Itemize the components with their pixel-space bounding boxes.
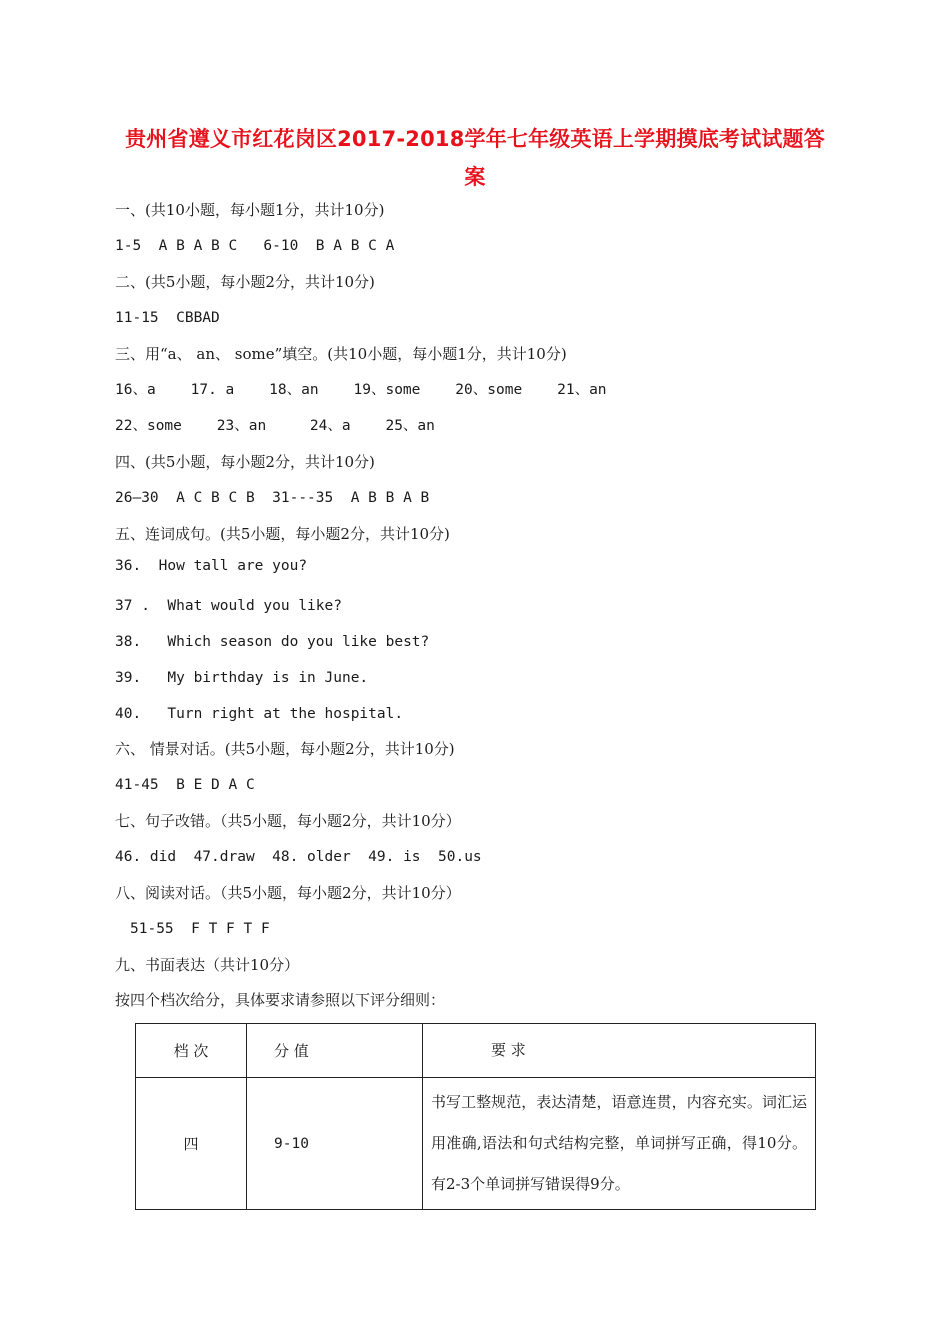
cell-level: 四 (136, 1078, 247, 1210)
header-level: 档 次 (136, 1024, 247, 1078)
section-2-answers: 11-15 CBBAD (115, 310, 220, 326)
section-8-header: 八、阅读对话。（共5小题，每小题2分，共计10分） (115, 884, 461, 902)
section-5-q40: 40. Turn right at the hospital. (115, 706, 404, 722)
section-5-q39: 39. My birthday is in June. (115, 670, 369, 686)
header-score: 分 值 (247, 1024, 423, 1078)
cell-score: 9-10 (247, 1078, 423, 1210)
title-line-1: 贵州省遵义市红花岗区2017-2018学年七年级英语上学期摸底考试试题答 (125, 127, 825, 151)
section-9-intro: 按四个档次给分，具体要求请参照以下评分细则： (115, 991, 446, 1009)
section-6-header: 六、 情景对话。(共5小题，每小题2分，共计10分) (115, 740, 455, 758)
section-5-q36: 36. How tall are you? (115, 558, 308, 574)
section-5-header: 五、连词成句。(共5小题，每小题2分，共计10分) (115, 525, 450, 543)
section-3-answers-1: 16、a 17. a 18、an 19、some 20、some 21、an (115, 382, 607, 398)
section-4-header: 四、(共5小题，每小题2分，共计10分) (115, 453, 375, 471)
section-2-header: 二、(共5小题，每小题2分，共计10分) (115, 273, 375, 291)
cell-requirement: 书写工整规范，表达清楚，语意连贯，内容充实。词汇运用准确,语法和句式结构完整，单词拼写正确，得10分。有2-3个单词拼写错误得9分。 (423, 1078, 816, 1210)
section-6-answers: 41-45 B E D A C (115, 777, 255, 793)
section-1-answers: 1-5 A B A B C 6-10 B A B C A (115, 238, 395, 254)
section-3-answers-2: 22、some 23、an 24、a 25、an (115, 418, 435, 434)
scoring-table (135, 1023, 816, 1210)
section-4-answers: 26—30 A C B C B 31---35 A B B A B (115, 490, 430, 506)
header-requirement: 要 求 (423, 1024, 816, 1078)
section-5-q38: 38. Which season do you like best? (115, 634, 430, 650)
section-7-answers: 46. did 47.draw 48. older 49. is 50.us (115, 849, 482, 865)
section-7-header: 七、句子改错。（共5小题，每小题2分，共计10分） (115, 812, 461, 830)
section-9-header: 九、书面表达（共计10分） (115, 956, 300, 974)
table-row (136, 1078, 816, 1210)
section-3-header: 三、用“a、 an、 some”填空。(共10小题，每小题1分，共计10分) (115, 345, 567, 363)
section-1-header: 一、(共10小题，每小题1分，共计10分) (115, 201, 385, 219)
title-line-2: 案 (464, 165, 486, 189)
section-8-answers: 51-55 F T F T F (130, 921, 270, 937)
section-5-q37: 37 . What would you like? (115, 598, 342, 614)
table-header-row (136, 1024, 816, 1078)
